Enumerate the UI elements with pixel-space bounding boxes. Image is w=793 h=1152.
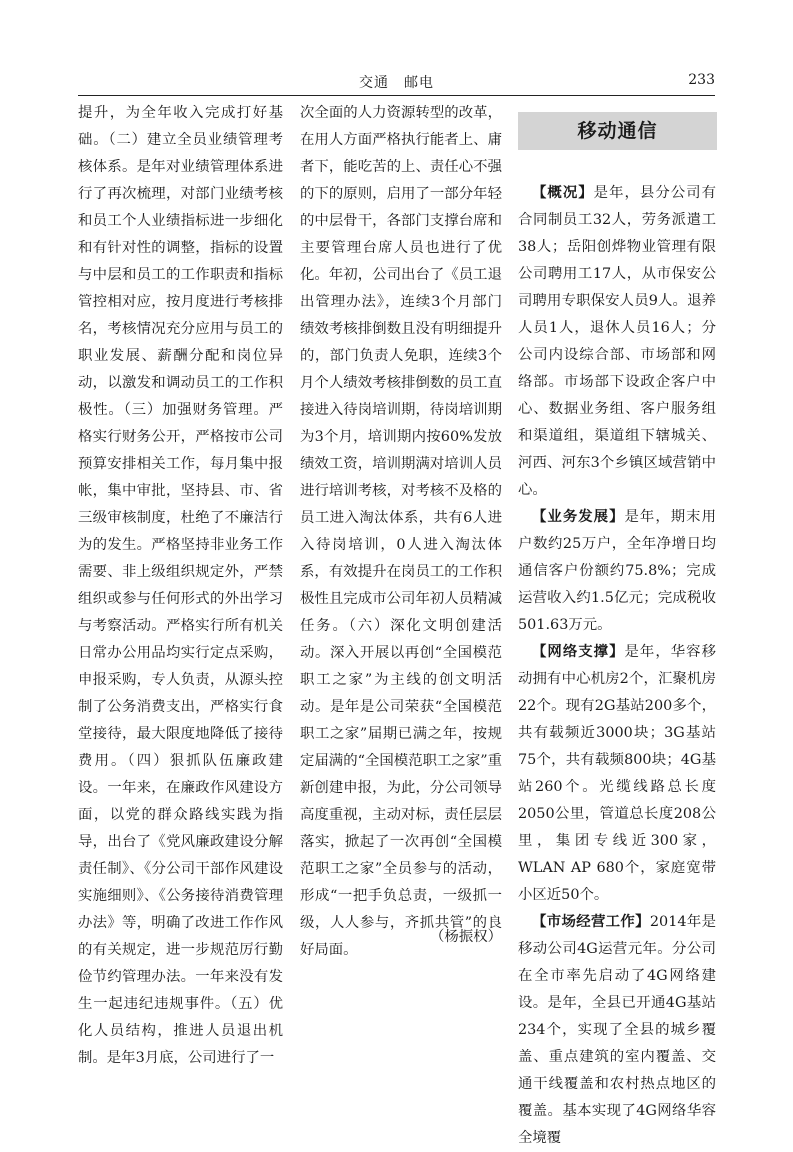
paragraph-heading: 【市场经营工作】	[532, 914, 650, 930]
paragraph-body: 是年，期末用户数约25万户，全年净增日均通信客户份额约75.8%；完成运营收入约1.5亿元；完成税收501.63万元。	[518, 509, 716, 633]
paragraph-market	[518, 909, 716, 1152]
left-column-text: 提升，为全年收入完成打好基础。（二）建立全员业绩管理考核体系。是年对业绩管理体系进行了再次梳理，对部门业绩考核和员工个人业绩指标进一步细化和有针对性的调整，指标的设置与中层和员工的工作职责和指标管控相对应，按月度进行考核排名，考核情况充分应用与员工的职业发展、薪酬分配和岗位异动，以激发和调动员工的工作积极性。（三）加强财务管理。严格实行财务公开，严格按市公司预算安排相关工作，每月集中报帐，集中审批，坚持县、市、省三级审核制度，杜绝了不廉洁行为的发生。严格坚持非业务工作需要、非上级组织规定外，严禁组织或参与任何形式的外出学习与考察活动。严格实行所有机关日常办公用品均实行定点采购，申报采购，专人负责，从源头控制了公务消费支出，严格实行食堂接待，最大限度地降低了接待费用。（四）狠抓队伍廉政建设。一年来，在廉政作风建设方面，以党的群众路线实践为指导，出台了《党风廉政建设分解责任制》、《分公司干部作风建设实施细则》、《公务接待消费管理办法》等，明确了改进工作作风的有关规定，进一步规范厉行勤俭节约管理办法。一年来没有发生一起违纪违规事件。（五）优化人员结构，推进人员退出机制。是年3月底，公司进行了一	[78, 105, 283, 1066]
running-title: 交通 邮电	[359, 75, 434, 91]
paragraph-heading: 【概况】	[532, 185, 594, 201]
paragraph-overview	[518, 180, 716, 504]
page-number: 233	[688, 72, 715, 88]
paragraph-network	[518, 639, 716, 909]
middle-column-text: 次全面的人力资源转型的改革，在用人方面严格执行能者上、庸者下，能吃苦的上、责任心不强的下的原则，启用了一部分年轻的中层骨干，各部门支撑台席和主要管理台席人员也进行了优化。年初，公司出台了《员工退出管理办法》，连续3个月部门绩效考核排倒数且没有明细提升的，部门负责人免职，连续3个月个人绩效考核排倒数的员工直接进入待岗培训期，待岗培训期为3个月，培训期内按60%发放绩效工资，培训期满对培训人员进行培训考核，对考核不及格的员工进入淘汰体系，共有6人进入待岗培训，0人进入淘汰体系，有效提升在岗员工的工作积极性且完成市公司年初人员精减任务。（六）深化文明创建活动。深入开展以再创“全国模范职工之家”为主线的创文明活动。是年是公司荣获“全国模范职工之家”届期已满之年，按规定届满的“全国模范职工之家”重新创建申报，为此，分公司领导高度重视，主动对标，责任层层落实，掀起了一次再创“全国模范职工之家”全员参与的活动，形成“一把手负总责，一级抓一级，人人参与，齐抓共管”的良好局面。	[300, 105, 502, 958]
section-title: 移动通信	[518, 112, 717, 150]
paragraph-heading: 【网络支撑】	[532, 644, 625, 660]
author-signature: （杨振权）	[430, 929, 502, 945]
paragraph-body: 2014年是移动公司4G运营元年。分公司在全市率先启动了4G网络建设。是年，全县已开通4G基站234个，实现了全县的城乡覆盖、重点建筑的室内覆盖、交通干线覆盖和农村热点地区的覆盖。基本实现了4G网络华容全境覆	[518, 914, 716, 1146]
right-column	[518, 180, 716, 1152]
middle-column	[300, 100, 502, 964]
paragraph-heading: 【业务发展】	[532, 509, 625, 525]
page-header	[78, 70, 715, 92]
left-column	[78, 100, 283, 1072]
header-rule	[78, 95, 715, 96]
paragraph-business	[518, 504, 716, 639]
paragraph-body: 是年，县分公司有合同制员工32人，劳务派遣工38人；岳阳创烨物业管理有限公司聘用工17人，从市保安公司聘用专职保安人员9人。退养人员1人，退休人员16人；分公司内设综合部、市场部和网络部。市场部下设政企客户中心、数据业务组、客户服务组和渠道组，渠道组下辖城关、河西、河东3个乡镇区域营销中心。	[518, 185, 716, 498]
paragraph-body: 是年，华容移动拥有中心机房2个，汇聚机房22个。现有2G基站200多个，共有载频近3000块；3G基站75个，共有载频800块；4G基站260个。光缆线路总长度2050公里，管道总长度208公里，集团专线近300家，WLAN AP 680个，家庭宽带小区近50个。	[518, 644, 716, 903]
